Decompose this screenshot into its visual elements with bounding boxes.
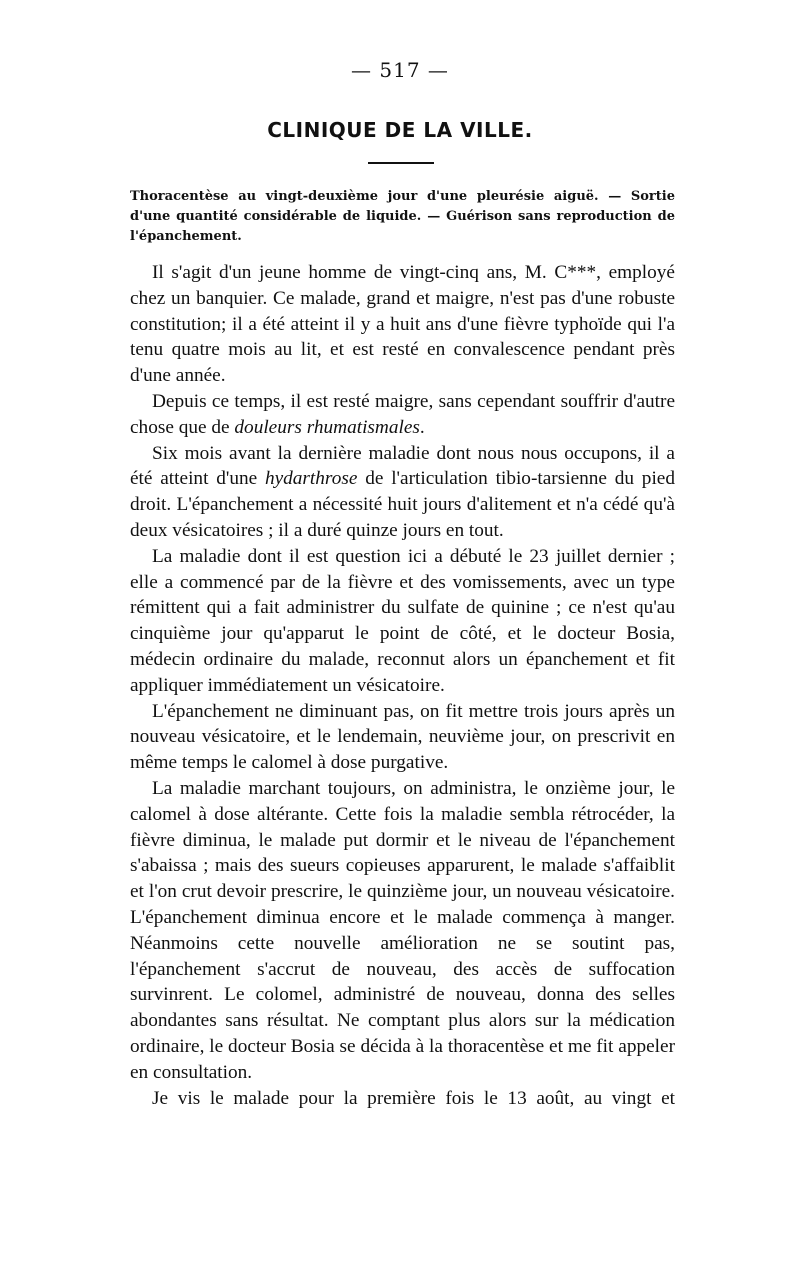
paragraph-1: Il s'agit d'un jeune homme de vingt-cinq ans, M. C***, employé chez un banquier. Ce malade, grand et maigre, n'est pas d'une robuste constitution; il a été atteint il y a huit ans d'une fièvre typhoïde qui l'a tenu quatre mois au lit, et est resté en convalescence pendant près d'une année. bbox=[130, 262, 675, 387]
paragraph-4: La maladie dont il est question ici a débuté le 23 juillet dernier ; elle a commencé par de la fièvre et des vomissements, avec un type rémittent qui a fait administrer du sulfate de quinine ; ce n'est qu'au cinquième jour qu'apparut le point de côté, et le docteur Bosia, médecin ordinaire du malade, reconnut alors un épanchement et fit appliquer immédiatement un vésicatoire. bbox=[130, 545, 675, 696]
paragraph-2 bbox=[130, 389, 675, 441]
paragraph-2-end: . bbox=[419, 416, 425, 438]
paragraph-6: La maladie marchant toujours, on administra, le onzième jour, le calomel à dose altérante. Cette fois la maladie sembla rétrocéder, la fièvre diminua, le malade put dormir et le niveau de l'épanchement s'abaissa ; mais des sueurs copieuses apparurent, le malade s'affaiblit et l'on crut devoir prescrire, le quinzième jour, un nouveau vésicatoire. L'épanchement diminua encore et le malade commença à manger. Néanmoins cette nouvelle amélioration ne se soutint pas, l'épanchement s'accrut de nouveau, des accès de suffocation survinrent. Le colomel, administré de nouveau, donna des selles abondantes sans résultat. Ne comptant plus alors sur la médication ordinaire, le docteur Bosia se décida à la thoracentèse et me fit appeler en consultation. bbox=[130, 777, 675, 1083]
paragraph-3-text: Six mois avant la dernière maladie dont nous nous occupons, il a été atteint d'une bbox=[130, 442, 675, 490]
paragraph-5: L'épanchement ne diminuant pas, on fit mettre trois jours après un nouveau vésicatoire, et le lendemain, neuvième jour, on prescrivit en même temps le calomel à dose purgative. bbox=[130, 700, 675, 774]
title-divider bbox=[368, 162, 434, 164]
page-number: — 517 — bbox=[351, 58, 449, 82]
body-text bbox=[130, 260, 675, 1111]
case-summary: Thoracentèse au vingt-deuxième jour d'une pleurésie aiguë. — Sortie d'une quantité considérable de liquide. — Guérison sans reproduction de l'épanchement. bbox=[130, 189, 675, 244]
paragraph-2-italic: douleurs rhumatismales bbox=[234, 416, 420, 438]
paragraph-3-italic: hydarthrose bbox=[264, 468, 358, 490]
paragraph-2-text: Depuis ce temps, il est resté maigre, sans cependant souffrir d'autre chose que de bbox=[130, 390, 675, 438]
page-title: CLINIQUE DE LA VILLE. bbox=[267, 118, 533, 142]
paragraph-7: Je vis le malade pour la première fois le 13 août, au vingt et bbox=[152, 1087, 675, 1109]
paragraph-3-end: de l'articulation tibio-tarsienne du pied droit. L'épanchement a nécessité huit jours d'alitement et n'a cédé qu'à deux vésicatoires ; il a duré quinze jours en tout. bbox=[130, 468, 675, 541]
paragraph-3 bbox=[130, 441, 675, 544]
